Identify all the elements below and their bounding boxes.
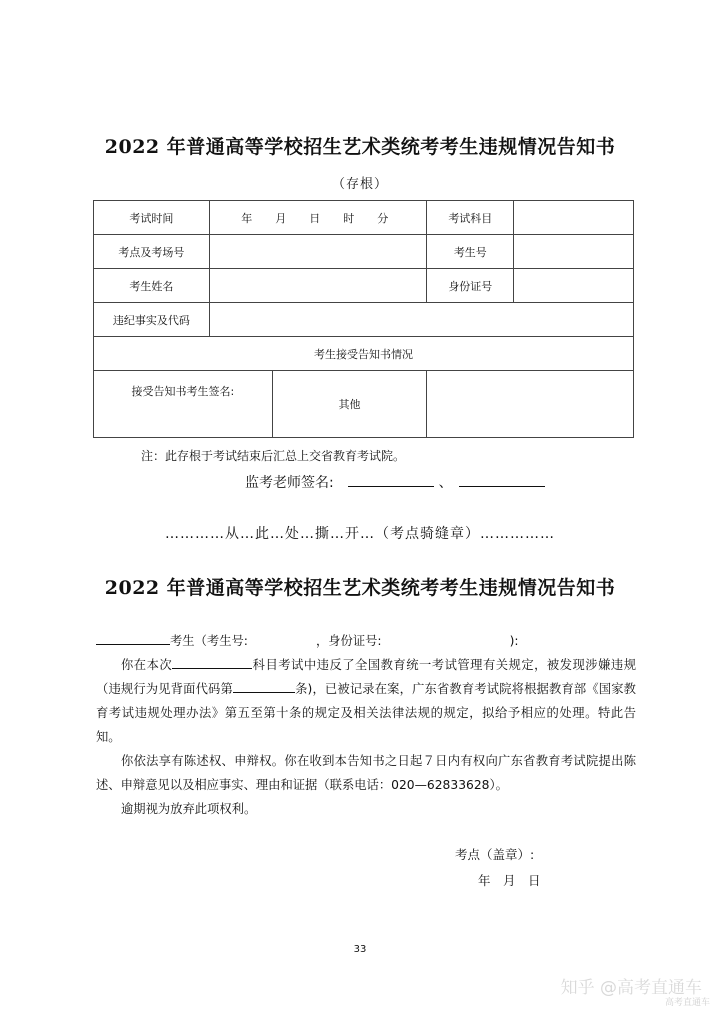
id-no-field[interactable] bbox=[514, 269, 634, 303]
notice-addressee-line bbox=[96, 629, 636, 653]
stub-title: 2022 年普通高等学校招生艺术类统考考生违规情况告知书 bbox=[104, 136, 616, 158]
addressee-id-label: ，身份证号: bbox=[315, 634, 382, 648]
invigilator-separator: 、 bbox=[438, 475, 453, 491]
notice-title: 2022 年普通高等学校招生艺术类统考考生违规情况告知书 bbox=[104, 577, 616, 599]
addressee-candidate-label: 考生（考生号: bbox=[170, 634, 248, 648]
stub-form-table bbox=[93, 200, 634, 438]
candidate-no-label: 考生号 bbox=[427, 235, 514, 269]
violation-label: 违纪事实及代码 bbox=[94, 303, 210, 337]
zhihu-watermark-sub: 高考直通车 bbox=[664, 998, 710, 1008]
candidate-no-field[interactable] bbox=[514, 235, 634, 269]
candidate-name-field[interactable] bbox=[209, 269, 427, 303]
exam-subject-field[interactable] bbox=[514, 201, 634, 235]
addressee-end: ): bbox=[509, 634, 519, 648]
time-month-label: 月 bbox=[275, 211, 287, 225]
site-room-field[interactable] bbox=[209, 235, 427, 269]
time-year-label: 年 bbox=[241, 211, 253, 225]
notice-paragraph-3: 逾期视为放弃此项权利。 bbox=[121, 802, 257, 816]
exam-site-stamp: 考点（盖章）: bbox=[455, 847, 535, 862]
candidate-name-blank[interactable] bbox=[96, 630, 170, 645]
other-label: 其他 bbox=[272, 371, 427, 438]
invigilator-signature-2[interactable] bbox=[459, 472, 545, 487]
time-hour-label: 时 bbox=[343, 211, 355, 225]
p1-part-a: 你在本次 bbox=[121, 658, 173, 672]
notice-paragraph-1 bbox=[96, 653, 636, 749]
receipt-header: 考生接受告知书情况 bbox=[94, 337, 634, 371]
subject-blank[interactable] bbox=[172, 654, 252, 669]
id-no-label: 身份证号 bbox=[427, 269, 514, 303]
signature-label: 接受告知书考生签名: bbox=[94, 371, 273, 438]
site-room-label: 考点及考场号 bbox=[94, 235, 210, 269]
p1-part-b: 科目考试中违反了全国教育统一考试管理有关规定，被发现涉嫌违规（违规行为见背面代码第 bbox=[96, 658, 636, 696]
violation-field[interactable] bbox=[209, 303, 633, 337]
other-field[interactable] bbox=[427, 371, 634, 438]
invigilator-signature-row bbox=[245, 472, 545, 492]
page-number: 33 bbox=[353, 944, 367, 955]
notice-paragraph-2: 你依法享有陈述权、申辩权。你在收到本告知书之日起７日内有权向广东省教育考试院提出陈述、申辩意见以及相应事实、理由和证据（联系电话：020—62833628）。 bbox=[96, 754, 636, 792]
time-day-label: 日 bbox=[309, 211, 321, 225]
exam-subject-label: 考试科目 bbox=[427, 201, 514, 235]
exam-time-label: 考试时间 bbox=[94, 201, 210, 235]
stub-note: 注：此存根于考试结束后汇总上交省教育考试院。 bbox=[141, 449, 406, 463]
notice-date: 年 月 日 bbox=[478, 873, 541, 888]
stub-subtitle: （存根） bbox=[331, 177, 388, 192]
invigilator-signature-1[interactable] bbox=[348, 472, 434, 487]
time-minute-label: 分 bbox=[377, 211, 389, 225]
candidate-name-label: 考生姓名 bbox=[94, 269, 210, 303]
violation-code-blank[interactable] bbox=[233, 678, 295, 693]
tear-line: …………从…此…处…撕…开…（考点骑缝章）…………… bbox=[165, 526, 555, 542]
exam-time-field[interactable] bbox=[209, 201, 427, 235]
zhihu-watermark: 知乎 @高考直通车 bbox=[560, 978, 702, 998]
invigilator-label: 监考老师签名: bbox=[245, 475, 334, 491]
p1-part-c: 条)，已被记录在案，广东省教育考试院将根据教育部《国家教育考试违规处理办法》第五至第十条的规定及相关法律法规的规定，拟给予相应的处理。特此告知。 bbox=[96, 682, 636, 744]
notice-body bbox=[96, 629, 636, 821]
